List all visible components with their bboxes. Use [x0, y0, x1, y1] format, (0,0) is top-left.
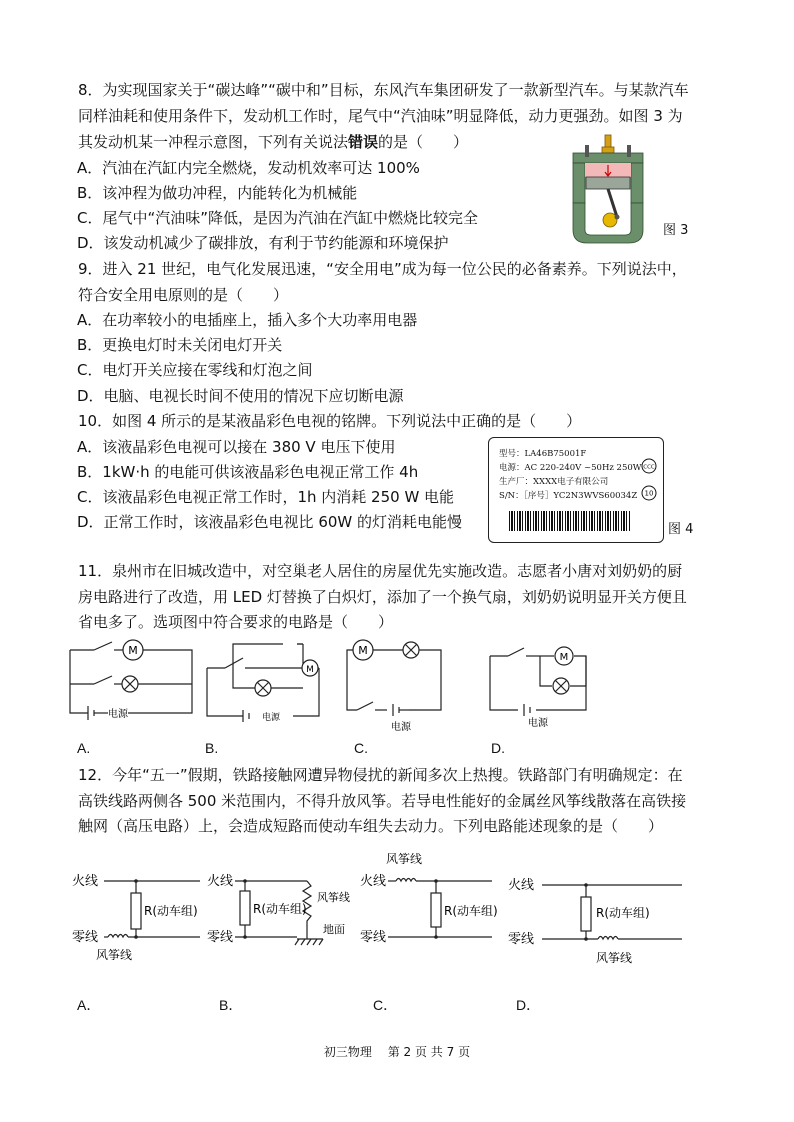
power-label: 电源 — [528, 718, 548, 729]
kite-circuit-c — [360, 843, 498, 958]
q8-stem-line3: 其发动机某一冲程示意图，下列有关说法错误的是（ ） — [78, 133, 469, 151]
q9-option-d: D．电脑、电视长时间不使用的情况下应切断电源 — [77, 387, 404, 405]
motor-symbol: M — [559, 652, 569, 663]
ccc-mark-icon — [641, 458, 657, 474]
q11-choice-d: D. — [491, 740, 505, 756]
barcode — [509, 511, 631, 531]
circuit-d — [486, 638, 596, 733]
live-wire-label: 火线 — [72, 874, 99, 889]
q9-option-c: C．电灯开关应接在零线和灯泡之间 — [77, 361, 313, 379]
motor-symbol: M — [128, 644, 138, 657]
neutral-wire-label: 零线 — [360, 930, 387, 945]
q10-option-a: A．该液晶彩色电视可以接在 380 V 电压下使用 — [77, 438, 396, 456]
nameplate-model: 型号：LA46B75001F — [499, 449, 587, 459]
q12-choice-d: D． — [516, 997, 541, 1013]
page-footer: 初三物理 第 2 页 共 7 页 — [323, 1045, 471, 1059]
q10-option-d: D．正常工作时，该液晶彩色电视比 60W 的灯消耗电能慢 — [77, 513, 463, 531]
q11-choice-c: C. — [354, 740, 368, 756]
q12-choice-b: B． — [219, 997, 243, 1013]
ground-label: 地面 — [323, 923, 345, 936]
q12-stem-line2: 高铁线路两侧各 500 米范围内，不得升放风筝。若导电性能好的金属丝风筝线散落在高铁接 — [78, 792, 687, 810]
circuit-c — [343, 638, 448, 738]
kite-circuit-a — [68, 855, 203, 970]
energy-badge-icon — [641, 485, 657, 501]
q8-option-d: D．该发动机减少了碳排放，有利于节约能源和环境保护 — [77, 234, 449, 252]
live-wire-label: 火线 — [508, 878, 535, 893]
engine-stroke-figure — [565, 135, 655, 245]
q9-option-a: A．在功率较小的电插座上，插入多个大功率用电器 — [77, 311, 418, 329]
nameplate-maker: 生产厂：XXXX电子有限公司 — [499, 477, 609, 487]
power-label: 电源 — [261, 713, 281, 723]
q12-stem-line1: 12．今年“五一”假期，铁路接触网遭异物侵扰的新闻多次上热搜。铁路部门有明确规定：在 — [78, 766, 683, 784]
q8-stem-line1: 8．为实现国家关于“碳达峰”“碳中和”目标，东风汽车集团研发了一款新型汽车。与某款汽车 — [78, 81, 689, 99]
kite-line-label: 风筝线 — [596, 951, 633, 965]
neutral-wire-label: 零线 — [72, 930, 99, 945]
neutral-wire-label: 零线 — [207, 930, 234, 945]
q8-option-b: B．该冲程为做功冲程，内能转化为机械能 — [77, 184, 358, 202]
q10-option-b: B．1kW·h 的电能可供该液晶彩色电视正常工作 4h — [77, 463, 419, 481]
neutral-wire-label: 零线 — [508, 932, 535, 947]
motor-symbol: M — [358, 644, 368, 657]
q9-stem-line1: 9．进入 21 世纪，电气化发展迅速，“安全用电”成为每一位公民的必备素养。下列说法中， — [78, 260, 687, 278]
train-resistor-label: R(动车组) — [144, 904, 198, 918]
kite-line-label: 风筝线 — [317, 891, 350, 904]
q11-stem-line2: 房电路进行了改造，用 LED 灯替换了白炽灯，添加了一个换气扇，刘奶奶说明显开关方便且 — [78, 588, 687, 606]
q10-stem-line1: 10．如图 4 所示的是某液晶彩色电视的铭牌。下列说法中正确的是（ ） — [78, 412, 582, 430]
kite-circuit-b — [205, 855, 355, 970]
q10-option-c: C．该液晶彩色电视正常工作时，1h 内消耗 250 W 电能 — [77, 488, 455, 506]
kite-line-label: 风筝线 — [386, 852, 423, 866]
q8-option-c: C．尾气中“汽油味”降低，是因为汽油在汽缸中燃烧比较完全 — [77, 209, 479, 227]
nameplate-power: 电源：AC 220-240V ~50Hz 250W — [499, 463, 642, 473]
train-resistor-label: R(动车组) — [596, 906, 650, 920]
q12-stem-line3: 触网（高压电路）上，会造成短路而使动车组失去动力。下列电路能述现象的是（ ） — [78, 817, 664, 835]
tv-nameplate — [488, 437, 664, 543]
power-label: 电源 — [108, 709, 128, 720]
circuit-a — [68, 638, 198, 723]
power-label: 电源 — [391, 722, 411, 733]
figure-3-label: 图 3 — [663, 223, 689, 238]
train-resistor-label: R(动车组) — [444, 904, 498, 918]
live-wire-label: 火线 — [360, 874, 387, 889]
q8-option-a: A．汽油在汽缸内完全燃烧，发动机效率可达 100% — [77, 159, 420, 177]
q11-choice-b: B. — [205, 740, 219, 756]
ccc-text: CCC — [643, 464, 655, 471]
q8-stem-line2: 同样油耗和使用条件下，发动机工作时，尾气中“汽油味”明显降低，动力更强劲。如图 3 为 — [78, 107, 683, 125]
q12-choice-c: C． — [373, 997, 398, 1013]
kite-line-label: 风筝线 — [96, 948, 133, 962]
emphasis-wrong: 错误 — [348, 133, 379, 151]
train-resistor-label: R(动车组) — [253, 902, 307, 916]
q12-choice-a: A． — [77, 997, 101, 1013]
q9-option-b: B．更换电灯时未关闭电灯开关 — [77, 336, 283, 354]
live-wire-label: 火线 — [207, 874, 234, 889]
q9-stem-line2: 符合安全用电原则的是（ ） — [78, 286, 289, 304]
q11-choice-a: A. — [77, 740, 91, 756]
kite-circuit-d — [506, 855, 686, 970]
nameplate-serial: S/N：［序号］YC2N3WVS60034Z — [499, 491, 638, 501]
figure-4-label: 图 4 — [668, 522, 694, 537]
energy-badge-text: 10 — [644, 489, 654, 498]
q11-stem-line3: 省电多了。选项图中符合要求的电路是（ ） — [78, 613, 394, 631]
motor-symbol: M — [306, 665, 314, 675]
circuit-b — [203, 638, 328, 723]
q11-stem-line1: 11．泉州市在旧城改造中，对空巢老人居住的房屋优先实施改造。志愿者小唐对刘奶奶的厨 — [78, 562, 683, 580]
